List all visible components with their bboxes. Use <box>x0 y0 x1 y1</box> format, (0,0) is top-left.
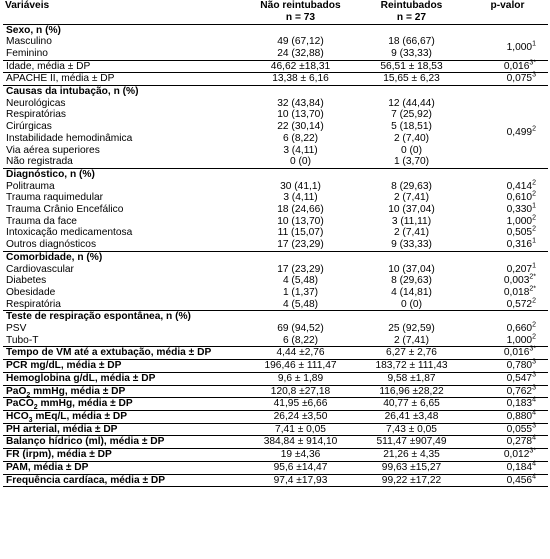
table-row <box>3 474 548 487</box>
p-value: 0,660 <box>506 323 533 335</box>
table-row <box>3 121 548 133</box>
p-footnote: 2 <box>532 125 536 133</box>
p-value: 0,330 <box>506 204 533 216</box>
table-row <box>3 360 548 373</box>
cell-reintubados: 0 (0) <box>401 144 422 156</box>
cell-reintubados: 9 (33,33) <box>391 239 432 251</box>
p-value: 0,780 <box>506 360 533 372</box>
p-value: 0,055 <box>506 423 533 435</box>
p-value: 0,016 <box>503 60 530 72</box>
cell-reintubados: 26,41 ±3,48 <box>356 411 467 424</box>
cell-p-valor <box>467 239 548 251</box>
table-row <box>3 36 548 48</box>
table-row <box>3 411 548 424</box>
cell-p-valor <box>467 299 548 311</box>
section-title: Comorbidade, n (%) <box>3 251 548 263</box>
p-value: 0,075 <box>506 73 533 85</box>
p-footnote: 3 <box>532 371 536 379</box>
cell-reintubados: 9 (33,33) <box>391 47 432 59</box>
cell-nao-reintubados: 17 (23,29) <box>277 263 324 275</box>
header-reintubados <box>356 0 467 24</box>
p-footnote: 1 <box>532 237 536 245</box>
table-row <box>3 264 548 276</box>
row-label: FR (irpm), média ± DP <box>3 449 245 462</box>
cell-reintubados: 10 (37,04) <box>388 263 435 275</box>
cell-reintubados: 4 (14,81) <box>391 286 432 298</box>
p-value: 0,183 <box>506 398 533 410</box>
label-text: mmHg, média ± DP <box>37 398 133 410</box>
p-value: 0,762 <box>506 385 533 397</box>
cell-reintubados: 8 (29,63) <box>391 275 432 287</box>
cell-reintubados: 2 (7,41) <box>393 192 430 204</box>
cell-p-valor <box>467 398 548 411</box>
cell-p-valor <box>467 423 548 436</box>
cell-nao-reintubados: 120,8 ±27,18 <box>245 385 356 398</box>
cell-reintubados: 183,72 ± 111,43 <box>356 360 467 373</box>
row-label: Idade, média ± DP <box>3 60 245 73</box>
p-value: 0,499 <box>506 126 533 138</box>
cell-nao-reintubados: 3 (4,11) <box>283 144 318 156</box>
row-label: Não registrada <box>6 156 73 168</box>
cell-reintubados: 40,77 ± 6,65 <box>356 398 467 411</box>
cell-reintubados: 15,65 ± 6,23 <box>356 73 467 86</box>
p-footnote: 1 <box>532 262 536 270</box>
header-reintubados-n: n = 27 <box>396 11 427 23</box>
label-text: mEq/L, média ± DP <box>32 411 128 422</box>
p-value: 1,000 <box>506 215 533 227</box>
p-value: 0,016 <box>503 347 530 359</box>
cell-reintubados: 116,96 ±28,22 <box>356 385 467 398</box>
p-footnote: 3* <box>529 346 536 354</box>
p-value: 0,610 <box>506 192 533 204</box>
cell-reintubados: 21,26 ± 4,35 <box>356 449 467 462</box>
cell-nao-reintubados: 384,84 ± 914,10 <box>245 436 356 449</box>
table-row <box>3 461 548 474</box>
p-value: 0,278 <box>506 436 533 448</box>
cell-nao-reintubados: 32 (43,84) <box>277 97 324 109</box>
cell-reintubados: 511,47 ±907,49 <box>356 436 467 449</box>
table-row <box>3 372 548 385</box>
table-row <box>3 192 548 204</box>
p-value: 0,505 <box>506 227 533 239</box>
cell-reintubados: 8 (29,63) <box>391 180 432 192</box>
table-row <box>3 109 548 121</box>
table-row <box>3 436 548 449</box>
table-row <box>3 449 548 462</box>
cell-nao-reintubados: 95,6 ±14,47 <box>245 461 356 474</box>
row-label: Obesidade <box>6 286 56 298</box>
p-footnote: 4 <box>532 435 536 443</box>
cell-nao-reintubados: 97,4 ±17,93 <box>245 474 356 487</box>
row-label <box>3 385 245 398</box>
p-footnote: 4 <box>532 473 536 481</box>
comparison-table <box>3 0 548 487</box>
label-subscript: 3 <box>28 417 33 425</box>
header-variaveis: Variáveis <box>3 0 245 24</box>
row-label: Intoxicação medicamentosa <box>6 227 133 239</box>
table-row <box>3 48 548 60</box>
table-row <box>3 227 548 239</box>
row-label: Tubo-T <box>6 334 39 346</box>
cell-nao-reintubados: 0 (0) <box>290 156 311 168</box>
label-subscript: 2 <box>33 404 38 412</box>
cell-nao-reintubados: 69 (94,52) <box>277 323 324 335</box>
p-footnote: 1 <box>532 40 536 48</box>
section-title: Diagnóstico, n (%) <box>3 168 548 180</box>
header-nao-reintubados-n: n = 73 <box>285 11 316 23</box>
cell-nao-reintubados: 19 ±4,36 <box>245 449 356 462</box>
cell-reintubados: 99,22 ±17,22 <box>356 474 467 487</box>
table-row <box>3 275 548 287</box>
p-value: 0,316 <box>506 239 533 251</box>
p-value: 0,207 <box>506 263 533 275</box>
p-value: 0,012 <box>503 449 530 461</box>
row-label: Cirúrgicas <box>6 121 52 133</box>
cell-nao-reintubados: 22 (30,14) <box>277 121 324 133</box>
cell-reintubados: 1 (3,70) <box>393 156 430 168</box>
p-value: 0,880 <box>506 411 533 422</box>
p-footnote: 2 <box>532 214 536 222</box>
table-row <box>3 60 548 73</box>
header-reintubados-title: Reintubados <box>380 0 443 11</box>
cell-p-valor <box>467 73 548 86</box>
cell-p-valor <box>467 98 548 169</box>
cell-reintubados: 25 (92,59) <box>388 323 435 335</box>
cell-reintubados: 9,58 ±1,87 <box>356 372 467 385</box>
p-footnote: 2 <box>532 179 536 187</box>
table-row <box>3 287 548 299</box>
row-label: Diabetes <box>6 275 47 287</box>
p-footnote: 2* <box>529 273 536 281</box>
p-footnote: 3* <box>529 447 536 455</box>
table-row <box>3 73 548 86</box>
cell-nao-reintubados: 1 (1,37) <box>282 286 319 298</box>
cell-reintubados: 2 (7,41) <box>393 227 430 239</box>
cell-nao-reintubados: 17 (23,29) <box>277 239 324 251</box>
cell-reintubados: 6,27 ± 2,76 <box>356 347 467 360</box>
p-value: 1,000 <box>506 334 533 346</box>
row-label: PAM, média ± DP <box>3 461 245 474</box>
p-footnote: 2 <box>532 333 536 341</box>
p-footnote: 2* <box>529 285 536 293</box>
cell-reintubados: 0 (0) <box>401 298 422 310</box>
cell-nao-reintubados: 26,24 ±3,50 <box>245 411 356 424</box>
section-title: Teste de respiração espontânea, n (%) <box>3 311 548 323</box>
section-teste <box>3 311 548 323</box>
cell-p-valor <box>467 36 548 60</box>
table-row <box>3 398 548 411</box>
row-label: Cardiovascular <box>6 263 74 275</box>
cell-reintubados: 2 (7,40) <box>393 132 430 144</box>
header-p-valor: p-valor <box>467 0 548 24</box>
row-label: Trauma raquimedular <box>6 192 104 204</box>
table-header-row <box>3 0 548 24</box>
cell-nao-reintubados: 24 (32,88) <box>277 47 324 59</box>
row-label: Politrauma <box>6 180 55 192</box>
table-row <box>3 181 548 193</box>
p-value: 0,018 <box>503 286 530 298</box>
cell-p-valor <box>467 474 548 487</box>
section-title: Causas da intubação, n (%) <box>3 86 548 98</box>
label-text: PaO <box>6 385 27 397</box>
cell-reintubados: 2 (7,41) <box>393 334 430 346</box>
table-row <box>3 423 548 436</box>
cell-nao-reintubados: 11 (15,07) <box>277 227 324 239</box>
row-label: Instabilidade hemodinâmica <box>6 132 133 144</box>
label-text: PaCO <box>6 398 34 410</box>
cell-nao-reintubados: 41,95 ±6,66 <box>245 398 356 411</box>
cell-nao-reintubados: 4,44 ±2,76 <box>245 347 356 360</box>
cell-nao-reintubados: 30 (41,1) <box>280 180 321 192</box>
p-footnote: 2 <box>532 226 536 234</box>
row-label: Tempo de VM até a extubação, média ± DP <box>3 347 245 360</box>
row-label: Respiratórias <box>6 109 67 121</box>
p-footnote: 3 <box>532 422 536 430</box>
table-row <box>3 98 548 110</box>
cell-p-valor <box>467 360 548 373</box>
row-label: Trauma da face <box>6 215 77 227</box>
section-causas <box>3 86 548 98</box>
p-value: 1,000 <box>506 42 533 54</box>
p-footnote: 3 <box>532 71 536 79</box>
cell-p-valor <box>467 449 548 462</box>
p-value: 0,456 <box>506 474 533 486</box>
cell-nao-reintubados: 7,41 ± 0,05 <box>245 423 356 436</box>
row-label: Balanço hídrico (ml), média ± DP <box>3 436 245 449</box>
row-label: PCR mg/dL, média ± DP <box>3 360 245 373</box>
cell-nao-reintubados: 18 (24,66) <box>277 204 324 216</box>
cell-nao-reintubados: 9,6 ± 1,89 <box>245 372 356 385</box>
p-value: 0,003 <box>503 275 530 287</box>
p-value: 0,572 <box>506 298 533 310</box>
cell-nao-reintubados: 3 (4,11) <box>283 192 318 204</box>
header-nao-reintubados-title: Não reintubados <box>260 0 341 11</box>
row-label: PH arterial, média ± DP <box>3 423 245 436</box>
row-label: Via aérea superiores <box>6 144 100 156</box>
table-row <box>3 299 548 311</box>
cell-reintubados: 12 (44,44) <box>388 97 435 109</box>
cell-p-valor <box>467 436 548 449</box>
cell-nao-reintubados: 10 (13,70) <box>277 109 324 121</box>
label-subscript: 2 <box>26 391 31 399</box>
p-value: 0,547 <box>506 372 533 384</box>
cell-nao-reintubados: 196,46 ± 111,47 <box>245 360 356 373</box>
table-row <box>3 347 548 360</box>
p-footnote: 3* <box>529 59 536 67</box>
cell-reintubados: 7 (25,92) <box>391 109 432 121</box>
header-nao-reintubados <box>245 0 356 24</box>
row-label: APACHE II, média ± DP <box>3 73 245 86</box>
p-footnote: 4 <box>532 460 536 468</box>
p-footnote: 4 <box>532 409 536 417</box>
section-sexo <box>3 24 548 36</box>
cell-p-valor <box>467 461 548 474</box>
p-footnote: 2 <box>532 321 536 329</box>
cell-nao-reintubados: 46,62 ±18,31 <box>245 60 356 73</box>
table-row <box>3 335 548 347</box>
row-label: Frequência cardíaca, média ± DP <box>3 474 245 487</box>
row-label: Trauma Crânio Encefálico <box>6 204 124 216</box>
cell-reintubados: 56,51 ± 18,53 <box>356 60 467 73</box>
cell-nao-reintubados: 13,38 ± 6,16 <box>245 73 356 86</box>
row-label: PSV <box>6 323 27 335</box>
cell-reintubados: 5 (18,51) <box>391 121 432 133</box>
cell-reintubados: 99,63 ±15,27 <box>356 461 467 474</box>
row-label: Respiratória <box>6 298 61 310</box>
row-label <box>3 411 245 424</box>
label-text: mmHg, média ± DP <box>30 385 126 397</box>
p-value: 0,184 <box>506 461 533 473</box>
p-footnote: 3 <box>532 358 536 366</box>
label-text: HCO <box>6 411 29 422</box>
cell-reintubados: 18 (66,67) <box>388 36 435 48</box>
cell-reintubados: 7,43 ± 0,05 <box>356 423 467 436</box>
row-label: Feminino <box>6 47 48 59</box>
p-footnote: 3 <box>532 384 536 392</box>
cell-nao-reintubados: 49 (67,12) <box>277 36 324 48</box>
section-comorbidade <box>3 251 548 263</box>
cell-nao-reintubados: 4 (5,48) <box>282 275 319 287</box>
cell-reintubados: 10 (37,04) <box>388 204 435 216</box>
row-label: Hemoglobina g/dL, média ± DP <box>3 372 245 385</box>
cell-nao-reintubados: 6 (8,22) <box>282 334 319 346</box>
cell-nao-reintubados: 4 (5,48) <box>282 298 319 310</box>
cell-nao-reintubados: 10 (13,70) <box>277 215 324 227</box>
section-diagnostico <box>3 168 548 180</box>
row-label: Neurológicas <box>6 97 66 109</box>
table-row <box>3 133 548 145</box>
table-row <box>3 385 548 398</box>
p-footnote: 2 <box>532 297 536 305</box>
section-title: Sexo, n (%) <box>6 24 61 36</box>
table-row <box>3 323 548 335</box>
row-label <box>3 398 245 411</box>
table-row <box>3 156 548 168</box>
p-footnote: 1 <box>532 202 536 210</box>
p-value: 0,414 <box>506 180 533 192</box>
cell-nao-reintubados: 6 (8,22) <box>282 132 319 144</box>
cell-p-valor <box>467 411 548 424</box>
row-label: Outros diagnósticos <box>6 239 97 251</box>
p-footnote: 2 <box>532 190 536 198</box>
table-row <box>3 204 548 216</box>
p-footnote: 4 <box>532 396 536 404</box>
cell-reintubados: 3 (11,11) <box>391 215 432 227</box>
table-row <box>3 216 548 228</box>
table-row <box>3 145 548 157</box>
cell-p-valor <box>467 372 548 385</box>
cell-p-valor <box>467 60 548 73</box>
table-row <box>3 239 548 251</box>
row-label: Masculino <box>6 36 52 48</box>
cell-p-valor <box>467 347 548 360</box>
cell-p-valor <box>467 385 548 398</box>
